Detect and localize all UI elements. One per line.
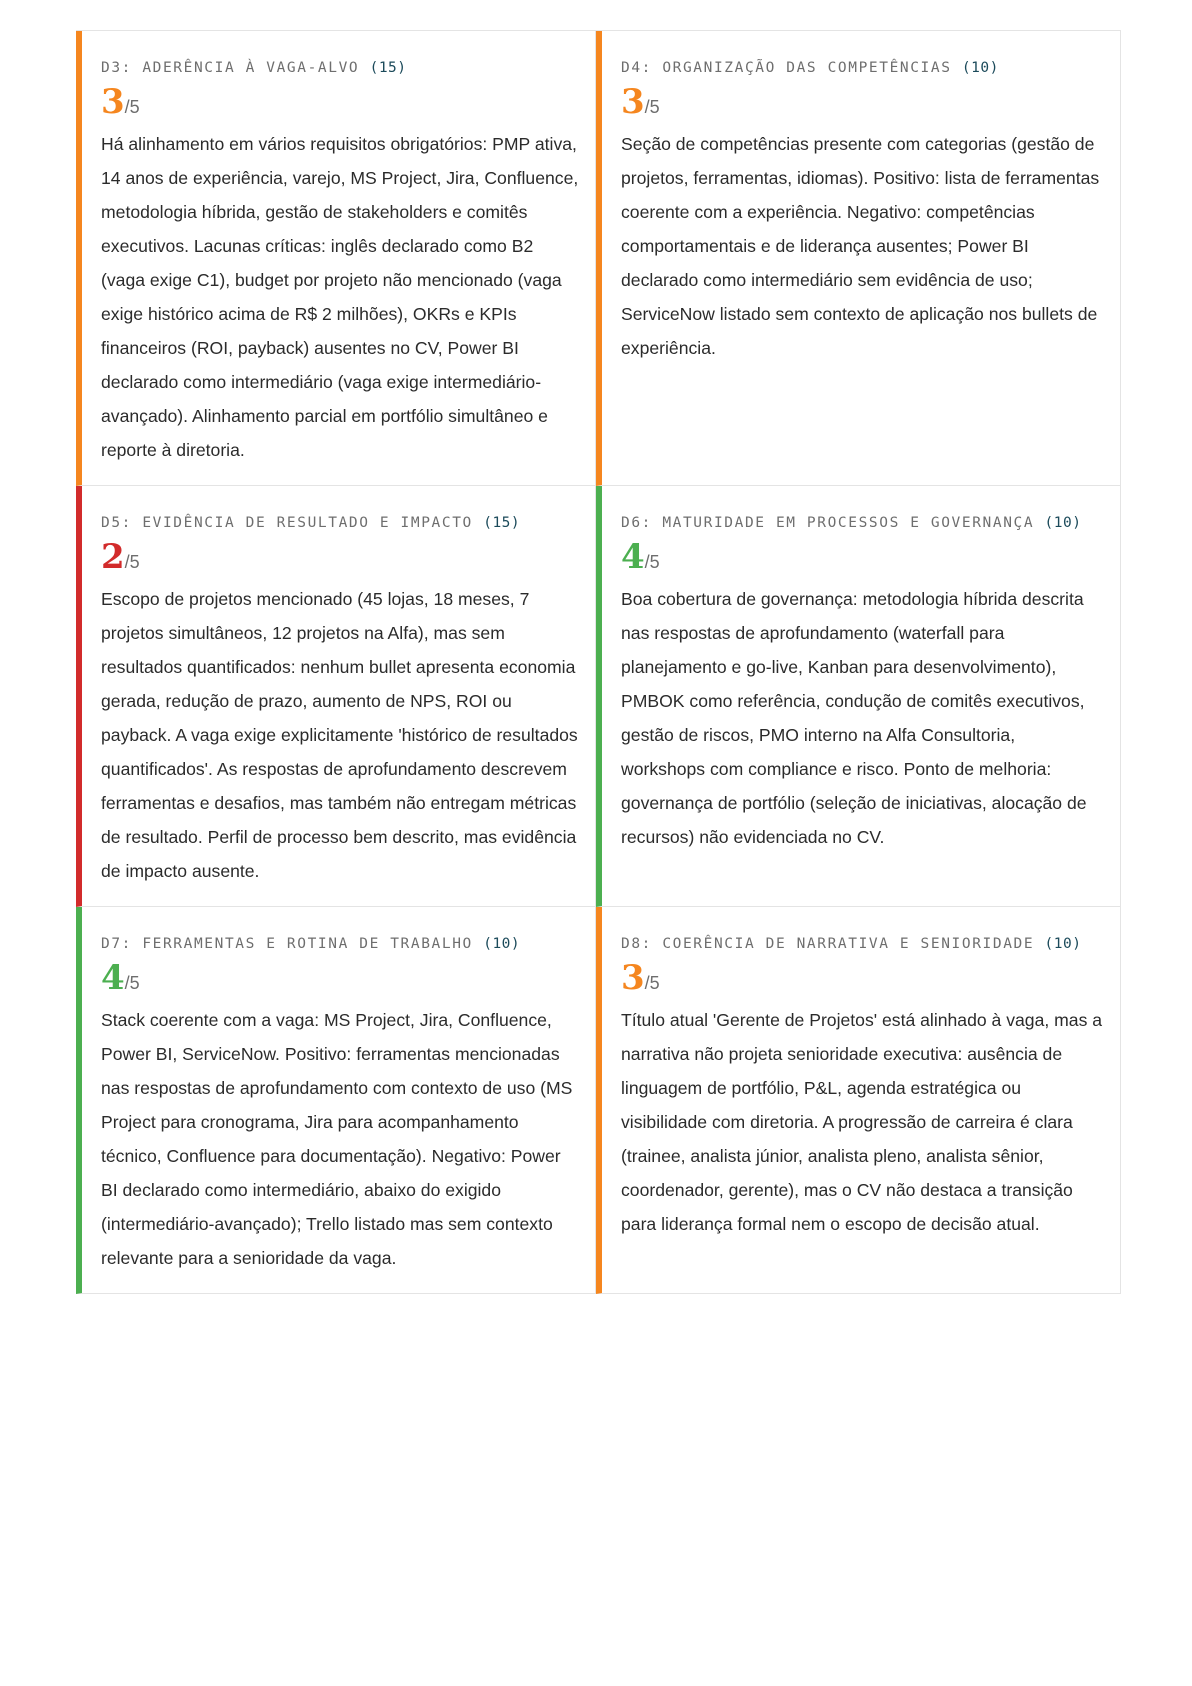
card-code: D4: ORGANIZAÇÃO DAS COMPETÊNCIAS bbox=[621, 60, 952, 76]
dimension-card-d4 bbox=[596, 31, 1121, 486]
card-heading bbox=[101, 514, 579, 532]
score-max: /5 bbox=[644, 97, 660, 117]
card-description: Stack coerente com a vaga: MS Project, Jira, Confluence, Power BI, ServiceNow. Positivo: ferramentas mencionadas nas respostas de aprofundamento com contexto de uso (MS Project para cronograma, Jira para acompanhamento técnico, Confluence para documentação). Negativo: Power BI declarado como intermediário, abaixo do exigido (intermediário-avançado); Trello listado mas sem contexto relevante para a senioridade da vaga. bbox=[101, 1010, 573, 1268]
dimension-card-d7 bbox=[76, 907, 596, 1294]
card-heading bbox=[101, 935, 579, 953]
card-description: Há alinhamento em vários requisitos obrigatórios: PMP ativa, 14 anos de experiência, varejo, MS Project, Jira, Confluence, metodologia híbrida, gestão de stakeholders e comitês executivos. Lacunas críticas: inglês declarado como B2 (vaga exige C1), budget por projeto não mencionado (vaga exige histórico acima de R$ 2 milhões), OKRs e KPIs financeiros (ROI, payback) ausentes no CV, Power BI declarado como intermediário (vaga exige intermediário-avançado). Alinhamento parcial em portfólio simultâneo e reporte à diretoria. bbox=[101, 134, 579, 460]
card-code: D8: COERÊNCIA DE NARRATIVA E SENIORIDADE bbox=[621, 936, 1035, 952]
score-max: /5 bbox=[124, 973, 140, 993]
dimension-card-d8 bbox=[596, 907, 1121, 1294]
score-line bbox=[621, 959, 1104, 997]
score-value: 3 bbox=[621, 82, 645, 122]
card-heading bbox=[621, 59, 1104, 77]
dimension-card-d5 bbox=[76, 486, 596, 907]
card-heading bbox=[621, 935, 1104, 953]
score-max: /5 bbox=[644, 973, 660, 993]
score-value: 3 bbox=[621, 958, 645, 998]
score-max: /5 bbox=[124, 97, 140, 117]
dimension-card-d6 bbox=[596, 486, 1121, 907]
card-weight: (10) bbox=[1044, 515, 1082, 531]
card-weight: (15) bbox=[483, 515, 521, 531]
score-value: 2 bbox=[101, 537, 125, 577]
score-line bbox=[101, 538, 579, 576]
card-code: D5: EVIDÊNCIA DE RESULTADO E IMPACTO bbox=[101, 515, 473, 531]
card-description: Seção de competências presente com categorias (gestão de projetos, ferramentas, idiomas). Positivo: lista de ferramentas coerente com a experiência. Negativo: competências comportamentais e de liderança ausentes; Power BI declarado como intermediário sem evidência de uso; ServiceNow listado sem contexto de aplicação nos bullets de experiência. bbox=[621, 134, 1100, 358]
card-heading bbox=[101, 59, 579, 77]
score-line bbox=[621, 83, 1104, 121]
evaluation-grid bbox=[76, 30, 1121, 1294]
score-value: 4 bbox=[621, 537, 645, 577]
card-weight: (10) bbox=[961, 60, 999, 76]
score-max: /5 bbox=[124, 552, 140, 572]
card-code: D3: ADERÊNCIA À VAGA-ALVO bbox=[101, 60, 360, 76]
card-code: D7: FERRAMENTAS E ROTINA DE TRABALHO bbox=[101, 936, 473, 952]
card-weight: (10) bbox=[483, 936, 521, 952]
score-max: /5 bbox=[644, 552, 660, 572]
card-description: Título atual 'Gerente de Projetos' está alinhado à vaga, mas a narrativa não projeta senioridade executiva: ausência de linguagem de portfólio, P&L, agenda estratégica ou visibilidade com diretoria. A progressão de carreira é clara (trainee, analista júnior, analista pleno, analista sênior, coordenador, gerente), mas o CV não destaca a transição para liderança formal nem o escopo de decisão atual. bbox=[621, 1010, 1103, 1234]
score-value: 4 bbox=[101, 958, 125, 998]
card-description: Escopo de projetos mencionado (45 lojas, 18 meses, 7 projetos simultâneos, 12 projetos na Alfa), mas sem resultados quantificados: nenhum bullet apresenta economia gerada, redução de prazo, aumento de NPS, ROI ou payback. A vaga exige explicitamente 'histórico de resultados quantificados'. As respostas de aprofundamento descrevem ferramentas e desafios, mas também não entregam métricas de resultado. Perfil de processo bem descrito, mas evidência de impacto ausente. bbox=[101, 589, 578, 881]
score-line bbox=[621, 538, 1104, 576]
score-line bbox=[101, 83, 579, 121]
score-value: 3 bbox=[101, 82, 125, 122]
card-weight: (15) bbox=[369, 60, 407, 76]
card-code: D6: MATURIDADE EM PROCESSOS E GOVERNANÇA bbox=[621, 515, 1035, 531]
card-weight: (10) bbox=[1044, 936, 1082, 952]
dimension-card-d3 bbox=[76, 31, 596, 486]
score-line bbox=[101, 959, 579, 997]
card-heading bbox=[621, 514, 1104, 532]
card-description: Boa cobertura de governança: metodologia híbrida descrita nas respostas de aprofundamento (waterfall para planejamento e go-live, Kanban para desenvolvimento), PMBOK como referência, condução de comitês executivos, gestão de riscos, PMO interno na Alfa Consultoria, workshops com compliance e risco. Ponto de melhoria: governança de portfólio (seleção de iniciativas, alocação de recursos) não evidenciada no CV. bbox=[621, 589, 1087, 847]
